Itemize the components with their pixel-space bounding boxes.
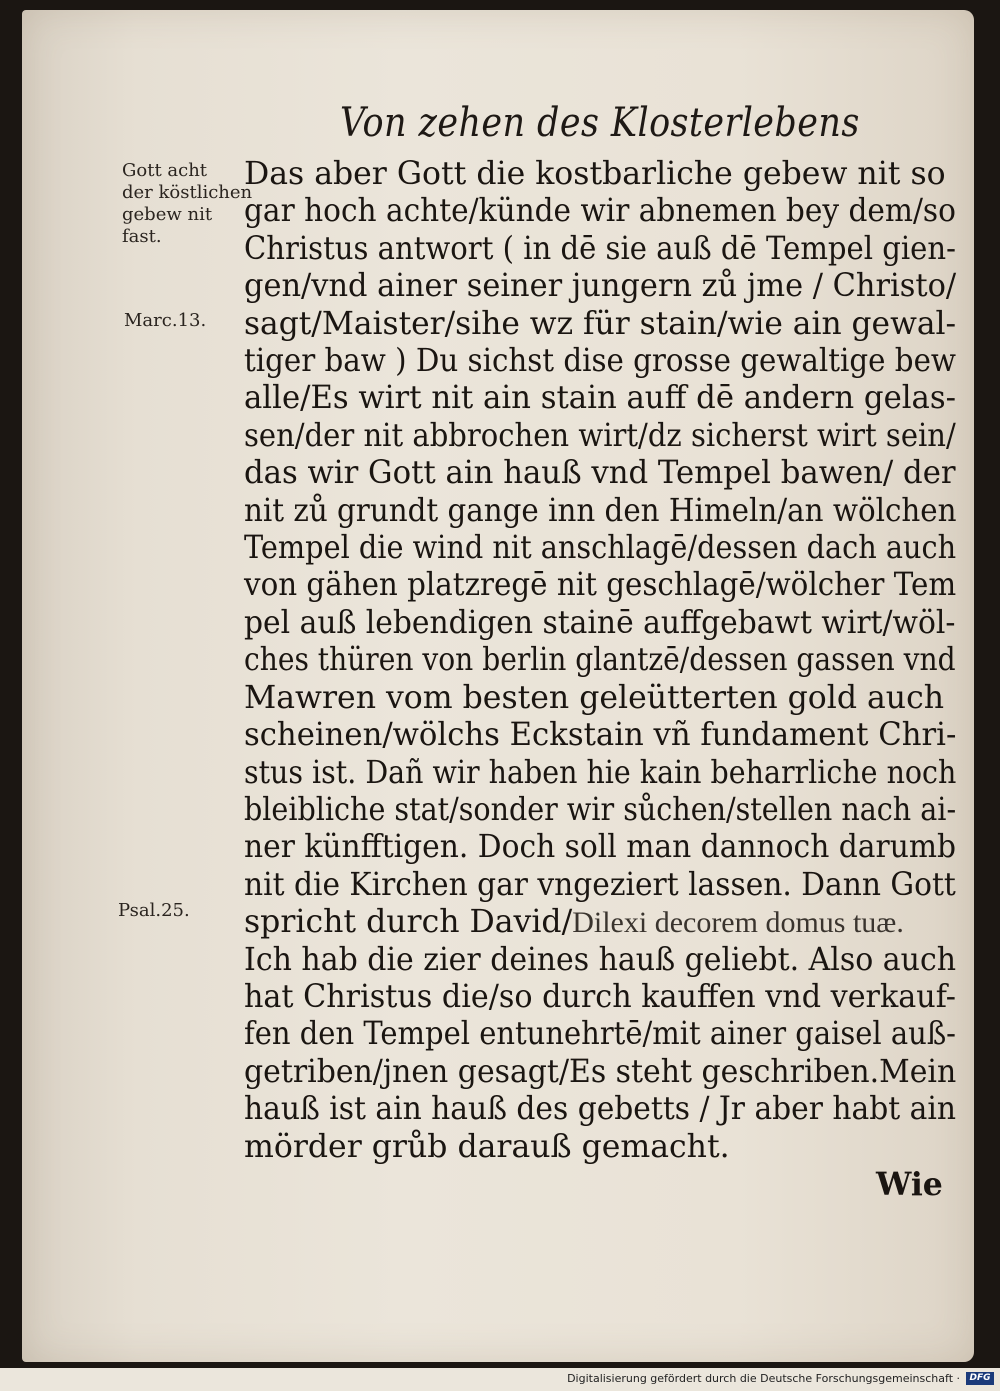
text-line: sagt/Maister/sihe wz für stain/wie ain gewal- [244, 305, 957, 342]
text-line: Tempel die wind nit anschlagē/dessen dach auch [244, 530, 957, 567]
text-line: pel auß lebendigen stainē auffgebawt wirt/wöl- [244, 604, 956, 641]
footer-credit: Digitalisierung gefördert durch die Deutsche Forschungsgemeinschaft · [567, 1372, 960, 1385]
margin-note-line: gebew nit [122, 204, 213, 225]
text-line: bleibliche stat/sonder wir sůchen/stellen nach ai- [244, 791, 957, 828]
text-line: Ich hab die zier deines hauß geliebt. Also auch [244, 941, 957, 978]
text-line: tiger baw ) Du sichst dise grosse gewaltige bew [244, 343, 956, 380]
text-line: gar hoch achte/künde wir abnemen bey dem/so [244, 193, 956, 230]
body-text [244, 156, 956, 1166]
margin-note-marc [124, 310, 206, 332]
text-line: alle/Es wirt nit ain stain auff dē andern gelas- [244, 380, 957, 417]
dfg-logo-icon: DFG [966, 1372, 994, 1385]
margin-note-line: Psal.25. [118, 900, 190, 921]
footer-bar [0, 1368, 1000, 1391]
text-line: Mawren vom besten geleütterten gold auch [244, 679, 945, 716]
text-line: stus ist. Dañ wir haben hie kain beharrliche noch [244, 754, 957, 791]
margin-note-psal [118, 900, 190, 922]
margin-note-line: Gott acht [122, 160, 208, 181]
text-line: von gähen platzregē nit geschlagē/wölcher Tem [244, 567, 957, 604]
text-line: gen/vnd ainer seiner jungern zů jme / Christo/ [244, 268, 957, 305]
text-line: getriben/jnen gesagt/Es steht geschriben.Mein [244, 1053, 957, 1090]
text-line: nit die Kirchen gar vngeziert lassen. Dann Gott [244, 866, 956, 903]
text-line: das wir Gott ain hauß vnd Tempel bawen/ der [244, 455, 956, 492]
text-line: hat Christus die/so durch kauffen vnd verkauf- [244, 978, 956, 1015]
text-line: sen/der nit abbrochen wirt/dz sicherst wirt sein/ [244, 417, 956, 454]
text-line-with-latin [244, 904, 956, 941]
margin-note-line: Marc.13. [124, 310, 207, 331]
text-line: fen den Tempel entunehrtē/mit ainer gaisel auß- [244, 1016, 956, 1053]
text-line: nit zů grundt gange inn den Himeln/an wölchen [244, 492, 957, 529]
catchword: Wie [876, 1166, 943, 1203]
text-line: ches thüren von berlin glantzē/dessen gassen vnd [244, 642, 956, 679]
margin-note-line: fast. [122, 226, 162, 247]
text-line: ner künfftigen. Doch soll man dannoch darumb [244, 829, 957, 866]
margin-note-line: der köstlichen [122, 182, 253, 203]
text-line: Christus antwort ( in dē sie auß dē Tempel gien- [244, 230, 956, 267]
text-line: hauß ist ain hauß des gebetts / Jr aber habt ain [244, 1091, 956, 1128]
text-line: Das aber Gott die kostbarliche gebew nit so [244, 156, 946, 192]
latin-quote: Dilexi decorem domus tuæ. [572, 906, 904, 940]
running-header: Von zehen des Klosterlebens [340, 100, 860, 146]
text-line-prefix: spricht durch David/ [244, 904, 573, 941]
text-line: mörder grůb darauß gemacht. [244, 1128, 730, 1165]
margin-note-1 [122, 160, 252, 248]
text-line: scheinen/wölchs Eckstain vñ fundament Chri- [244, 717, 957, 754]
